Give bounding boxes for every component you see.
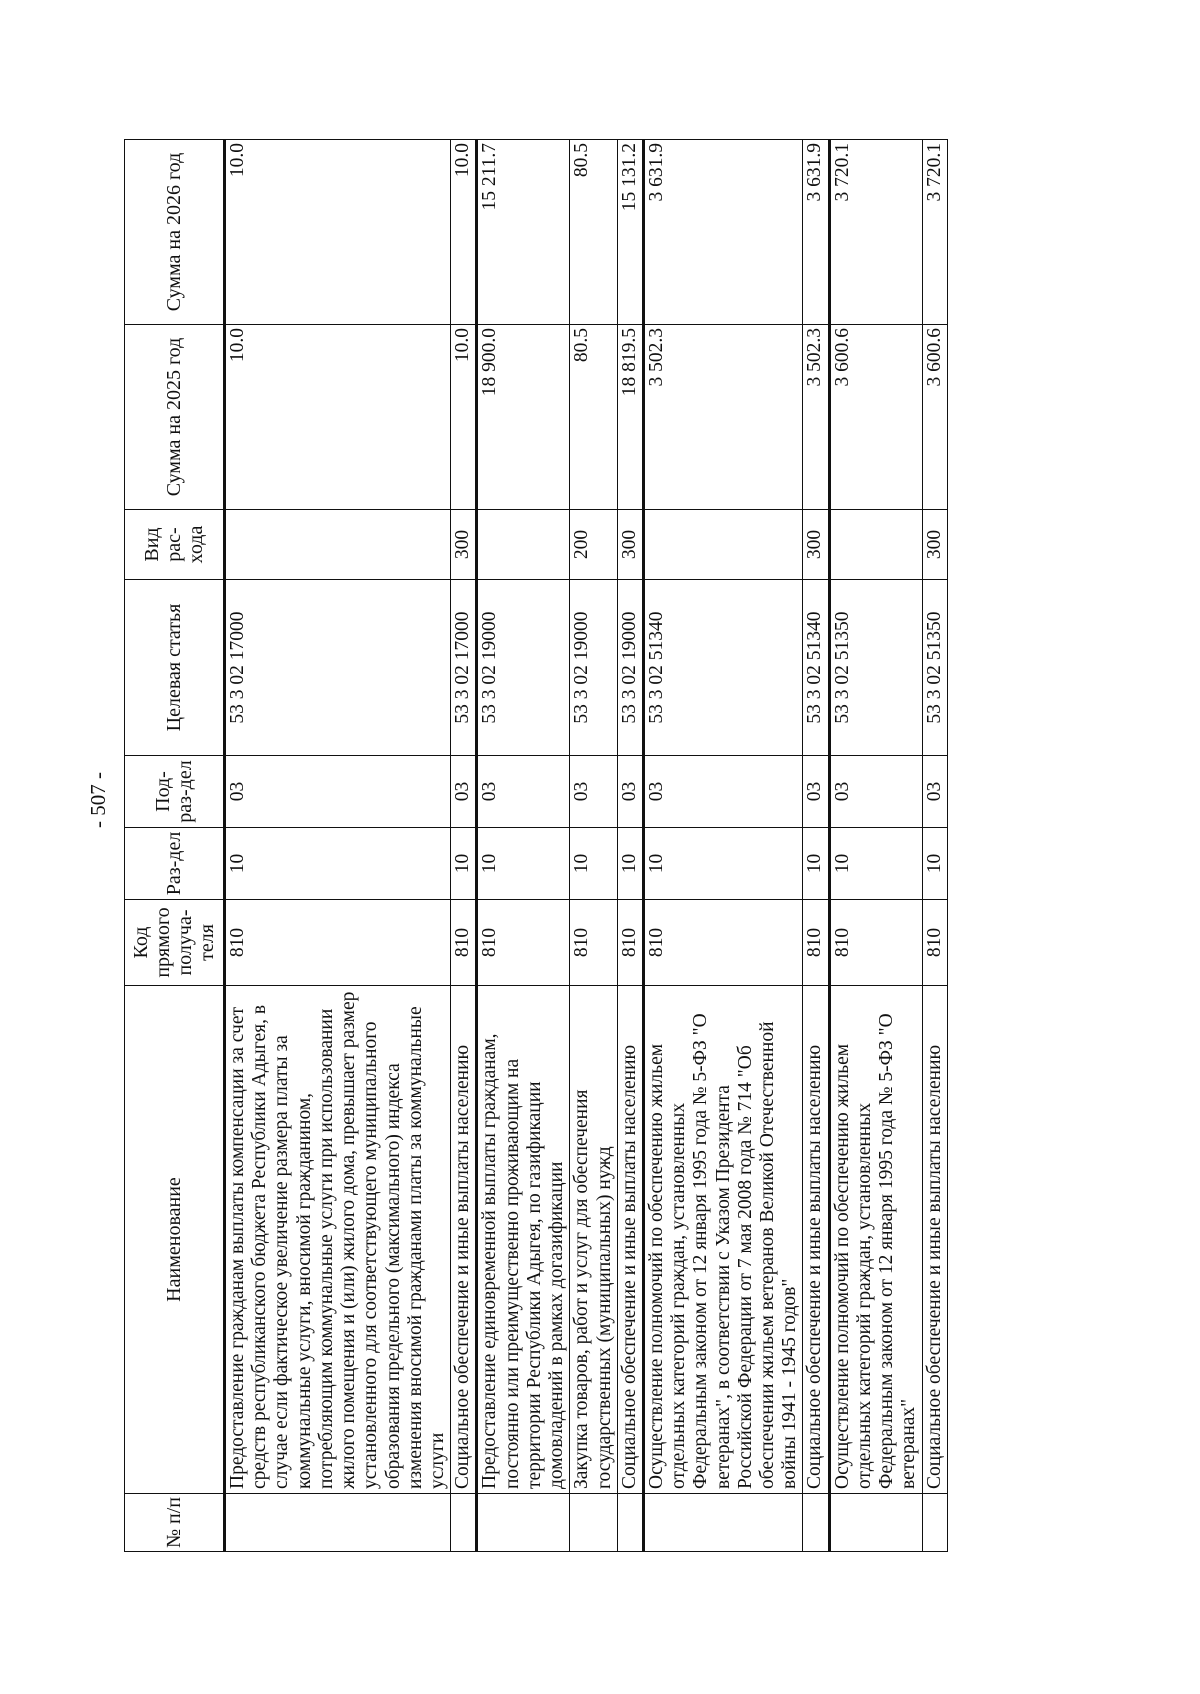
table-row [922,140,947,1552]
cell-recipient-code: 810 [803,900,829,986]
cell-section: 10 [617,828,643,900]
cell-subsection: 03 [225,756,451,828]
table-row [451,140,477,1552]
cell-expense-type [829,510,922,580]
cell-recipient-code: 810 [570,900,617,986]
cell-num [570,1494,617,1552]
cell-section: 10 [922,828,947,900]
cell-sum-2025: 10.0 [225,325,451,510]
cell-sum-2026: 3 631.9 [803,140,829,325]
cell-subsection: 03 [570,756,617,828]
cell-sum-2026: 15 211.7 [477,140,570,325]
cell-sum-2026: 3 720.1 [922,140,947,325]
cell-sum-2026: 3 631.9 [643,140,803,325]
cell-section: 10 [803,828,829,900]
cell-recipient-code: 810 [643,900,803,986]
cell-section: 10 [477,828,570,900]
table-row [225,140,451,1552]
table-row [643,140,803,1552]
cell-recipient-code: 810 [451,900,477,986]
header-name: Наименование [125,986,225,1494]
cell-expense-type: 300 [451,510,477,580]
cell-subsection: 03 [617,756,643,828]
page-number: - 507 - [86,772,110,828]
cell-num [477,1494,570,1552]
cell-subsection: 03 [829,756,922,828]
header-row [125,140,225,1552]
table-row [570,140,617,1552]
cell-num [922,1494,947,1552]
cell-recipient-code: 810 [477,900,570,986]
cell-num [829,1494,922,1552]
rotated-page-content [124,140,1032,1552]
cell-sum-2025: 80.5 [570,325,617,510]
cell-name: Закупка товаров, работ и услуг для обеспечения государственных (муниципальных) нужд [570,986,617,1494]
table-row [617,140,643,1552]
cell-num [803,1494,829,1552]
cell-sum-2025: 18 819.5 [617,325,643,510]
cell-subsection: 03 [451,756,477,828]
cell-expense-type: 200 [570,510,617,580]
cell-recipient-code: 810 [829,900,922,986]
cell-section: 10 [570,828,617,900]
cell-sum-2026: 10.0 [225,140,451,325]
cell-subsection: 03 [803,756,829,828]
table-row [803,140,829,1552]
cell-target-article: 53 3 02 51340 [643,580,803,756]
header-num: № п/п [125,1494,225,1552]
cell-name: Осуществление полномочий по обеспечению жильем отдельных категорий граждан, установленных Федеральным законом от 12 января 1995 года № 5-ФЗ "О ветеранах", в соответствии с Указом Президента Российской Федерации от 7 мая 2008 года № 714 "Об обеспечении жильем ветеранов Великой Отечественной войны 1941 - 1945 годов" [643,986,803,1494]
cell-sum-2026: 10.0 [451,140,477,325]
cell-target-article: 53 3 02 19000 [617,580,643,756]
cell-num [225,1494,451,1552]
cell-expense-type [225,510,451,580]
cell-sum-2025: 3 600.6 [922,325,947,510]
cell-sum-2025: 3 600.6 [829,325,922,510]
cell-sum-2025: 3 502.3 [643,325,803,510]
cell-name: Предоставление единовременной выплаты гражданам, постоянно или преимущественно проживающим на территории Республики Адыгея, по газификации домовладений в рамках догазификации [477,986,570,1494]
cell-sum-2026: 15 131.2 [617,140,643,325]
cell-sum-2026: 3 720.1 [829,140,922,325]
cell-expense-type [477,510,570,580]
cell-section: 10 [451,828,477,900]
header-expense-type: Вид рас-хода [125,510,225,580]
cell-recipient-code: 810 [225,900,451,986]
cell-name: Осуществление полномочий по обеспечению жильем отдельных категорий граждан, установленных Федеральным законом от 12 января 1995 года № 5-ФЗ "О ветеранах" [829,986,922,1494]
cell-num [451,1494,477,1552]
cell-section: 10 [829,828,922,900]
cell-name: Социальное обеспечение и иные выплаты населению [451,986,477,1494]
cell-target-article: 53 3 02 17000 [451,580,477,756]
cell-subsection: 03 [477,756,570,828]
header-target-article: Целевая статья [125,580,225,756]
cell-recipient-code: 810 [617,900,643,986]
cell-subsection: 03 [922,756,947,828]
cell-expense-type: 300 [617,510,643,580]
cell-num [643,1494,803,1552]
cell-sum-2025: 18 900.0 [477,325,570,510]
cell-target-article: 53 3 02 51350 [922,580,947,756]
table-row [477,140,570,1552]
cell-target-article: 53 3 02 17000 [225,580,451,756]
cell-num [617,1494,643,1552]
cell-target-article: 53 3 02 51340 [803,580,829,756]
cell-name: Социальное обеспечение и иные выплаты населению [803,986,829,1494]
header-recipient-code: Код прямого получа-теля [125,900,225,986]
budget-table [124,139,948,1552]
header-subsection: Под-раз-дел [125,756,225,828]
cell-recipient-code: 810 [922,900,947,986]
cell-name: Социальное обеспечение и иные выплаты населению [617,986,643,1494]
cell-sum-2025: 10.0 [451,325,477,510]
cell-expense-type [643,510,803,580]
cell-expense-type: 300 [922,510,947,580]
cell-subsection: 03 [643,756,803,828]
cell-sum-2025: 3 502.3 [803,325,829,510]
header-section: Раз-дел [125,828,225,900]
header-sum-2025: Сумма на 2025 год [125,325,225,510]
cell-name: Социальное обеспечение и иные выплаты населению [922,986,947,1494]
cell-section: 10 [643,828,803,900]
cell-target-article: 53 3 02 19000 [570,580,617,756]
header-sum-2026: Сумма на 2026 год [125,140,225,325]
cell-target-article: 53 3 02 51350 [829,580,922,756]
cell-sum-2026: 80.5 [570,140,617,325]
cell-expense-type: 300 [803,510,829,580]
table-row [829,140,922,1552]
cell-target-article: 53 3 02 19000 [477,580,570,756]
cell-section: 10 [225,828,451,900]
cell-name: Предоставление гражданам выплаты компенсации за счет средств республиканского бюджета Республики Адыгея, в случае если фактическое увеличение размера платы за коммунальные услуги, вносимой гражданином, потребляющим коммунальные услуги при использовании жилого помещения и (или) жилого дома, превышает размер установленного для соответствующего муниципального образования предельного (максимального) индекса изменения вносимой гражданами платы за коммунальные услуги [225,986,451,1494]
